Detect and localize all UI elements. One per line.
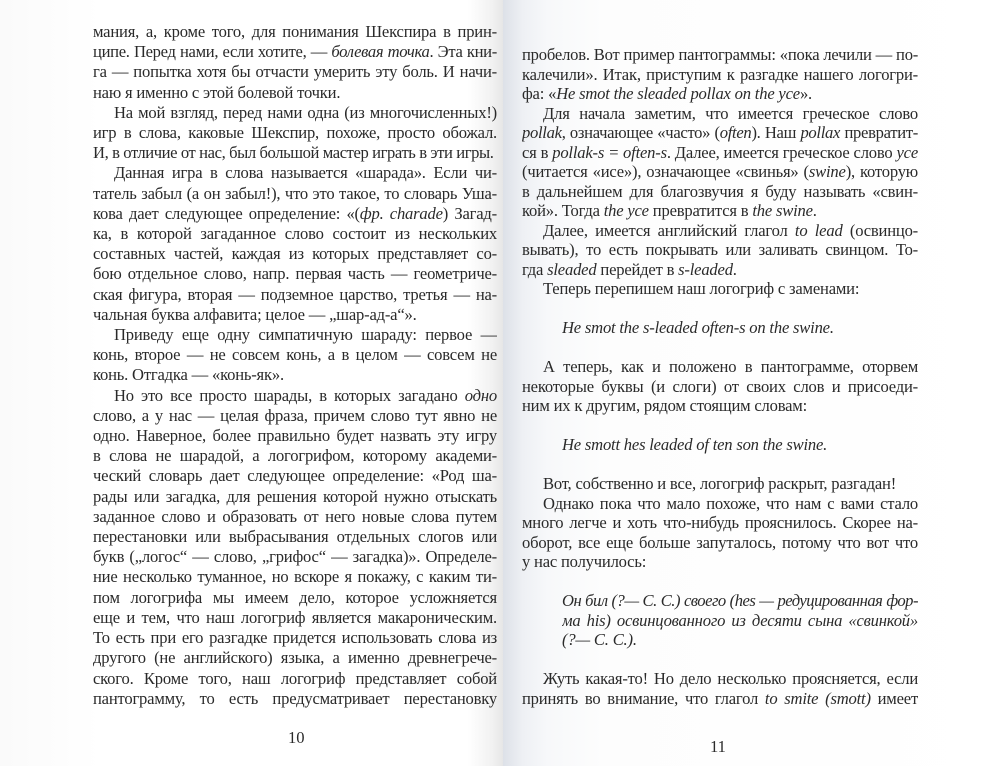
text-run: некоторые буквы (и слоги) от своих слов и присоеди- [522,376,918,396]
text-line [522,494,918,514]
text-run: . [812,201,817,220]
text-line [522,45,918,65]
text-run: у нас получилось: [522,552,647,571]
text-line [522,201,918,221]
text-run: гда [522,259,548,279]
text-run: имеет [870,688,918,708]
text-run: пантограмму, то есть предусматривает перестановку [93,688,497,708]
text-line [522,104,918,124]
paragraph [93,163,497,325]
text-run: мания, а, кроме того, для понимания Шекспира в прин- [93,22,497,41]
text-run: наю я именно с этой болевой точки. [93,82,341,102]
text-run: ), которую [845,162,918,181]
italic-text: He smott hes leaded of ten son the swine. [562,435,828,454]
right-page [503,0,1000,766]
text-run: ципе. Перед нами, если хотите, — [93,42,332,62]
block-quote [522,435,918,455]
text-run: много легче и хоть что-нибудь прояснилось. Скорее на- [522,513,918,532]
italic-text: to smite (smott) [764,688,871,708]
text-line [93,184,497,204]
text-run: (читается «исе»), означающее «свинья» ( [522,162,809,181]
text-run: Однако пока что мало похоже, что нам с вами стало [543,493,918,513]
text-line [522,396,918,416]
text-run: На мой взгляд, перед нами одна (из многочисленных!) [114,102,497,122]
text-run: Данная игра в слова называется «шарада». Если чи- [114,163,497,183]
italic-text: swine [808,162,846,181]
text-run: конь. Отгадка — «конь-як». [93,365,284,385]
text-line [93,628,497,648]
text-run: заданное слово и образовать от него новые слова путем [93,506,497,526]
italic-text: He smot the s-leaded often-s on the swine. [562,318,834,337]
italic-text: sleaded [547,259,597,279]
text-run: составных частей, каждая из которых представляет со- [93,244,497,264]
text-line [562,435,918,455]
text-run: кой». Тогда [522,201,604,220]
paragraph [93,325,497,386]
text-line [522,513,918,533]
italic-text: pollax [800,123,841,142]
italic-text: the yce [603,201,649,220]
text-line [522,84,918,104]
paragraph [93,22,497,103]
text-run: . Далее, имеется греческое слово [666,142,897,162]
text-line [93,567,497,587]
text-line [93,325,497,345]
text-run: конь, второе — не совсем конь, а в целом — совсем не [93,345,497,365]
text-line [522,182,918,202]
text-run: . Эта кни- [429,42,497,62]
text-run: букв („логос“ — слово, „грифос“ — загадка)». Определе- [93,547,497,567]
text-run: перейдет в [596,259,679,279]
italic-text: pollak [522,123,562,142]
text-line [93,608,497,628]
text-run: одно. Наверное, более правильно будет назвать эту игру [93,426,497,446]
text-line [93,42,497,62]
text-line [93,669,497,689]
text-line [93,22,497,42]
text-run: Вот, собственно и все, логогриф раскрыт, разгадан! [543,474,897,493]
text-line [522,260,918,280]
paragraph [522,474,918,494]
paragraph [93,386,497,709]
paragraph [93,103,497,164]
text-line [93,143,497,163]
italic-text: He smot the sleaded pollax on the yce [556,84,800,103]
text-run: другого (не английского) языка, а именно древнегрече- [93,648,497,668]
text-line [562,318,918,338]
text-run: оборот, все еще больше запуталось, потому что вот что [522,532,918,552]
text-run: пом логогрифа мы имеем дело, которое усложняется [93,587,497,607]
text-line [93,507,497,527]
text-run: ская фигура, вторая — подземное царство, третья — на- [93,284,497,304]
text-line [93,487,497,507]
text-run: еще и тем, что наш логогриф является макароническим. [93,607,497,627]
text-line [93,426,497,446]
italic-text: одно [464,385,497,405]
text-run: превратит- [840,123,918,142]
text-run: пробелов. Вот пример пантограммы: «пока лечили — по- [522,45,918,64]
text-line [522,533,918,553]
text-line [93,648,497,668]
text-line [93,264,497,284]
text-run: чальная буква алфавита; целое — „шар-ад-а“». [93,304,417,324]
text-run: ». [799,84,812,103]
left-page-text [93,22,497,709]
paragraph [522,669,918,708]
italic-text: ма his) освинцованного из десяти сына «свинкой» [562,610,918,630]
text-run: . [732,259,737,279]
text-line [93,689,497,709]
text-line [93,446,497,466]
text-run: в дальнейшем для благозвучия я буду называть «свин- [522,181,918,201]
text-line [93,547,497,567]
paragraph [522,104,918,221]
paragraph [522,45,918,104]
text-line [522,162,918,182]
text-run: Теперь перепишем наш логогриф с заменами: [543,279,860,298]
text-line [522,474,918,494]
text-run: вывать), то есть покрывать или заливать свинцом. То- [522,240,918,259]
italic-text: фр. charade [359,203,443,223]
italic-text: often [719,123,752,142]
italic-text: болевая точка [331,42,430,62]
text-run: татель забыл (а он забыл!), что это такое, то словарь Уша- [93,183,497,203]
block-quote [522,591,918,650]
text-line [522,240,918,260]
paragraph [522,221,918,280]
text-line [562,591,918,611]
text-run: А теперь, как и положено в пантограмме, оторвем [543,357,918,376]
text-run: фа: « [522,84,557,103]
italic-text: pollak-s = often-s [552,142,667,162]
text-run: ка, в которой загаданное слово состоит из нескольких [93,224,497,244]
text-run: (освинцо- [842,220,918,240]
italic-text: yce [896,142,918,162]
block-quote [522,318,918,338]
text-line [93,103,497,123]
text-line [93,285,497,305]
text-line [522,143,918,163]
text-run: слово, а у нас — целая фраза, причем слово тут явно не [93,405,497,425]
italic-text: s-leaded [678,259,733,279]
text-run: ним их к другим, рядом стоящим словам: [522,396,808,415]
text-run: ся в [522,142,553,162]
text-line [93,123,497,143]
paragraph [522,357,918,416]
text-line [93,345,497,365]
text-run: То есть при его разгадке придется использовать слова из [93,628,497,648]
text-run: ского. Кроме того, наш логогриф представляет собой [93,668,497,688]
text-line [522,689,918,709]
text-run: Далее, имеется английский глагол [543,220,795,240]
text-line [522,221,918,241]
italic-text: to lead [794,220,843,240]
text-line [522,65,918,85]
text-line [93,527,497,547]
italic-text: (?— С. С.). [562,630,637,649]
text-run: Для начала заметим, что имеется греческое слово [543,103,918,123]
italic-text: the swine [752,201,813,220]
text-line [93,83,497,103]
text-run: ). Наш [751,123,801,142]
text-line [522,552,918,572]
text-run: принять во внимание, что глагол [522,688,765,708]
text-line [522,123,918,143]
text-run: Жуть какая-то! Но дело несколько проясняется, если [543,669,918,688]
text-line [93,588,497,608]
text-run: бою отдельное слово, напр. первая часть — геометриче- [93,264,497,284]
text-line [93,163,497,183]
text-line [93,466,497,486]
text-run: калечили». Итак, приступим к разгадке нашего логогри- [522,64,918,84]
text-run: га — попытка хотя бы отчасти умерить эту боль. И начи- [93,62,497,82]
text-run: И, в отличие от нас, был большой мастер играть в эти игры. [93,143,494,163]
text-line [522,669,918,689]
text-line [93,204,497,224]
italic-text: Он бил (?— С. С.) своего (hes — редуцированная фор- [562,591,918,610]
text-line [522,357,918,377]
page-number-right: 11 [710,737,726,756]
paragraph [522,279,918,299]
right-page-text [522,45,918,708]
text-run: Но это все просто шарады, в которых загадано [114,385,465,405]
text-line [522,377,918,397]
text-run: рады или загадка, для решения которой нужно отыскать [93,486,497,506]
text-run: перестановки или выбрасывания отдельных слогов или [93,527,497,547]
text-run: Приведу еще одну симпатичную шараду: первое — [114,325,497,345]
text-line [562,630,918,650]
text-run: кова дает следующее определение: «( [93,203,360,223]
text-line [93,365,497,385]
text-line [93,244,497,264]
text-line [93,62,497,82]
text-run: в слова не шарадой, а логогрифом, которому академи- [93,446,497,466]
text-run: игр в слова, каковые Шекспир, похоже, просто обожал. [93,123,497,143]
text-line [93,224,497,244]
text-line [522,279,918,299]
text-run: превратится в [648,201,753,220]
text-line [93,386,497,406]
paragraph [522,494,918,572]
text-line [93,406,497,426]
text-line [93,305,497,325]
text-run: , означающее «часто» ( [561,123,720,142]
text-run: ческий словарь дает следующее определение: «Род ша- [93,466,497,486]
text-run: ) Загад- [442,203,497,223]
page-number-left: 10 [288,728,305,747]
text-run: ние несколько туманное, но вскоре я покажу, с каким ти- [93,567,497,587]
text-line [562,611,918,631]
